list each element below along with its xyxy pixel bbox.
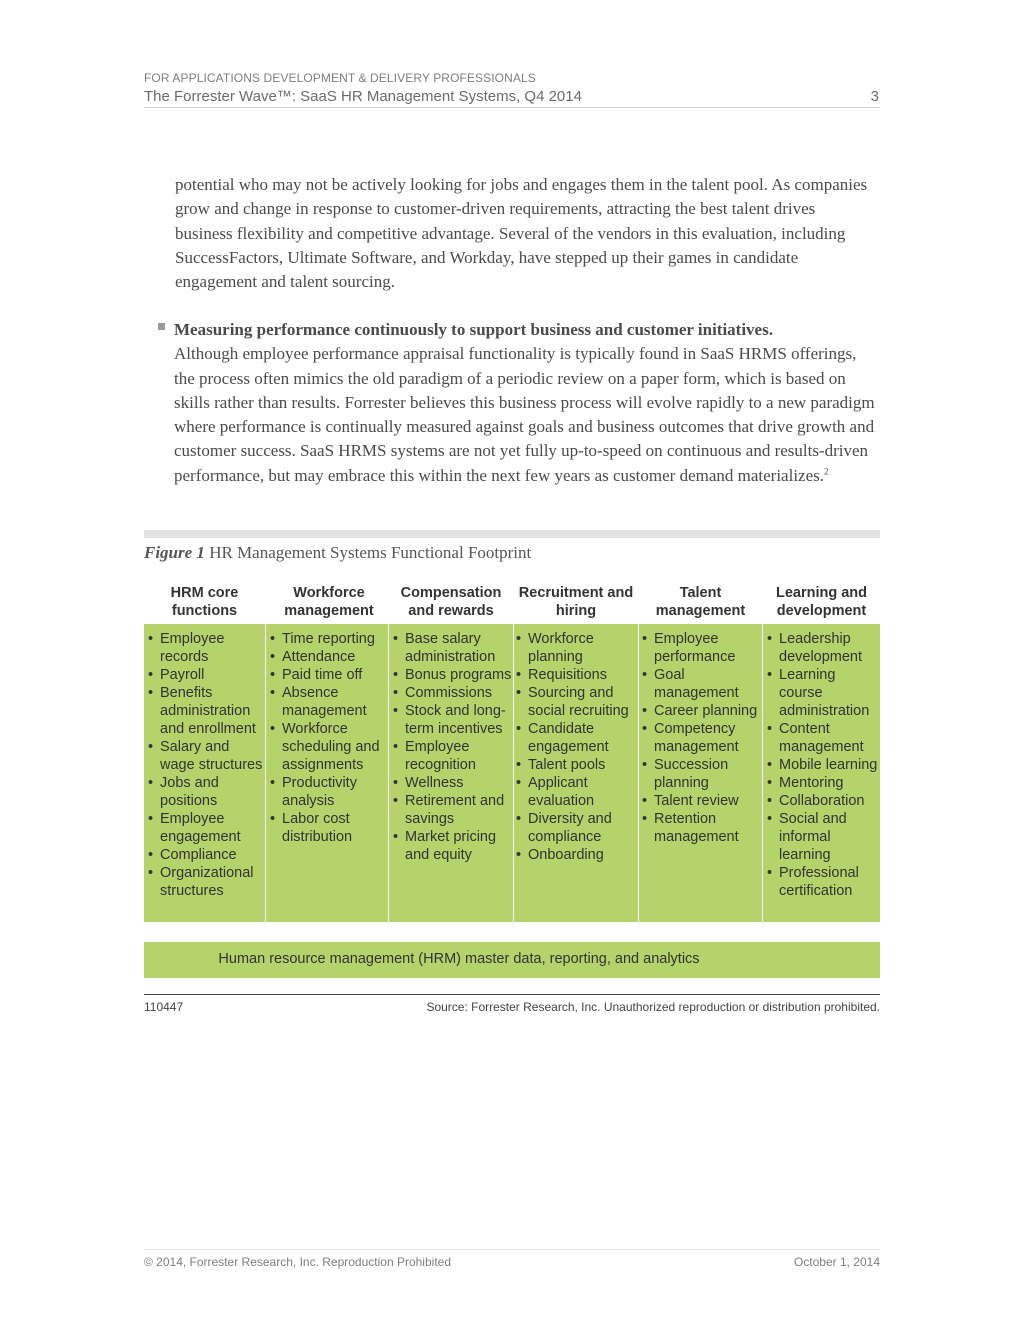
column-list-talent <box>640 630 762 846</box>
list-item: • Mentoring <box>765 774 880 792</box>
list-item: • Retention management <box>640 810 762 846</box>
list-item: • Collaboration <box>765 792 880 810</box>
list-item: • Sourcing and social recruiting <box>514 684 638 720</box>
column-divider <box>265 624 266 922</box>
list-item: • Learning course administration <box>765 666 880 720</box>
list-item: • Social and informal learning <box>765 810 880 864</box>
column-divider <box>762 624 763 922</box>
column-list-hrm-core <box>146 630 265 900</box>
column-list-recruitment <box>514 630 638 864</box>
body-paragraph: potential who may not be actively looking for jobs and engages them in the talent pool. As companies grow and change in response to customer-driven requirements, attracting the best talent drives business flexibility and competitive advantage. Several of the vendors in this evaluation, including SuccessFactors, Ultimate Software, and Workday, have stepped up their games in candidate engagement and talent sourcing. <box>175 175 868 292</box>
bullet-paragraph <box>174 318 879 488</box>
column-divider <box>388 624 389 922</box>
list-item: • Market pricing and equity <box>391 828 513 864</box>
column-list-learning <box>765 630 880 900</box>
list-item: • Employee records <box>146 630 265 666</box>
list-item: • Leadership development <box>765 630 880 666</box>
list-item: • Competency management <box>640 720 762 756</box>
list-item: • Jobs and positions <box>146 774 265 810</box>
list-item: • Benefits administration and enrollment <box>146 684 265 738</box>
column-heading-workforce: Workforce management <box>284 585 374 619</box>
list-item: • Content management <box>765 720 880 756</box>
figure-source: Source: Forrester Research, Inc. Unauthorized reproduction or distribution prohibited. <box>426 1000 880 1014</box>
footer-copyright: © 2014, Forrester Research, Inc. Reproduction Prohibited <box>144 1255 451 1269</box>
column-heading-recruitment: Recruitment and hiring <box>518 585 634 619</box>
list-item: • Salary and wage structures <box>146 738 265 774</box>
column-heading-compensation: Compensation and rewards <box>400 585 502 619</box>
list-item: • Employee recognition <box>391 738 513 774</box>
column-heading-talent: Talent management <box>655 585 746 619</box>
header-title: The Forrester Wave™: SaaS HR Management Systems, Q4 2014 <box>144 88 582 105</box>
list-item: • Talent pools <box>514 756 638 774</box>
master-data-label: Human resource management (HRM) master data, reporting, and analytics <box>218 951 700 967</box>
page-number: 3 <box>870 88 879 105</box>
list-item: • Commissions <box>391 684 513 702</box>
bullet-heading: Measuring performance continuously to support business and customer initiatives. <box>174 320 773 339</box>
list-item: • Workforce planning <box>514 630 638 666</box>
list-item: • Mobile learning <box>765 756 880 774</box>
bullet-text: Although employee performance appraisal functionality is typically found in SaaS HRMS offerings, the process often mimics the old paradigm of a periodic review on a paper form, which is based on skills rather than results. Forrester believes this business process will evolve rapidly to a new paradigm where performance is continually measured against goals and business outcomes that drive growth and customer success. SaaS HRMS systems are not yet fully up-to-speed on continuous and results-driven performance, but may embrace this within the next few years as customer demand materializes. <box>174 344 875 485</box>
list-item: • Professional certification <box>765 864 880 900</box>
list-item: • Goal management <box>640 666 762 702</box>
list-item: • Talent review <box>640 792 762 810</box>
list-item: • Compliance <box>146 846 265 864</box>
footnote-ref: 2 <box>824 466 829 477</box>
column-list-compensation <box>391 630 513 864</box>
list-item: • Retirement and savings <box>391 792 513 828</box>
list-item: • Organizational structures <box>146 864 265 900</box>
list-item: • Productivity analysis <box>268 774 388 810</box>
column-divider <box>638 624 639 922</box>
list-item: • Base salary administration <box>391 630 513 666</box>
footer-date: October 1, 2014 <box>793 1255 880 1269</box>
list-item: • Candidate engagement <box>514 720 638 756</box>
list-item: • Career planning <box>640 702 762 720</box>
list-item: • Paid time off <box>268 666 388 684</box>
master-data-bar <box>144 942 880 978</box>
figure-id: 110447 <box>144 1000 184 1014</box>
list-item: • Payroll <box>146 666 265 684</box>
list-item: • Diversity and compliance <box>514 810 638 846</box>
list-item: • Employee performance <box>640 630 762 666</box>
footer-divider <box>144 1249 880 1250</box>
figure-caption <box>144 543 531 563</box>
list-item: • Employee engagement <box>146 810 265 846</box>
list-item: • Applicant evaluation <box>514 774 638 810</box>
header-audience: FOR APPLICATIONS DEVELOPMENT & DELIVERY PROFESSIONALS <box>144 71 536 85</box>
figure-title: HR Management Systems Functional Footprint <box>209 543 532 562</box>
list-item: • Wellness <box>391 774 513 792</box>
list-item: • Labor cost distribution <box>268 810 388 846</box>
bullet-square-icon <box>158 323 165 330</box>
list-item: • Absence management <box>268 684 388 720</box>
figure-top-band <box>144 530 880 538</box>
header-divider <box>144 107 880 108</box>
column-heading-hrm-core: HRM core functions <box>170 585 239 619</box>
column-heading-learning: Learning and development <box>775 585 868 619</box>
list-item: • Workforce scheduling and assignments <box>268 720 388 774</box>
source-divider <box>144 994 880 995</box>
list-item: • Requisitions <box>514 666 638 684</box>
figure-label: Figure 1 <box>144 543 205 562</box>
list-item: • Stock and long-term incentives <box>391 702 513 738</box>
list-item: • Onboarding <box>514 846 638 864</box>
column-list-workforce <box>268 630 388 846</box>
list-item: • Attendance <box>268 648 388 666</box>
list-item: • Time reporting <box>268 630 388 648</box>
list-item: • Bonus programs <box>391 666 513 684</box>
list-item: • Succession planning <box>640 756 762 792</box>
